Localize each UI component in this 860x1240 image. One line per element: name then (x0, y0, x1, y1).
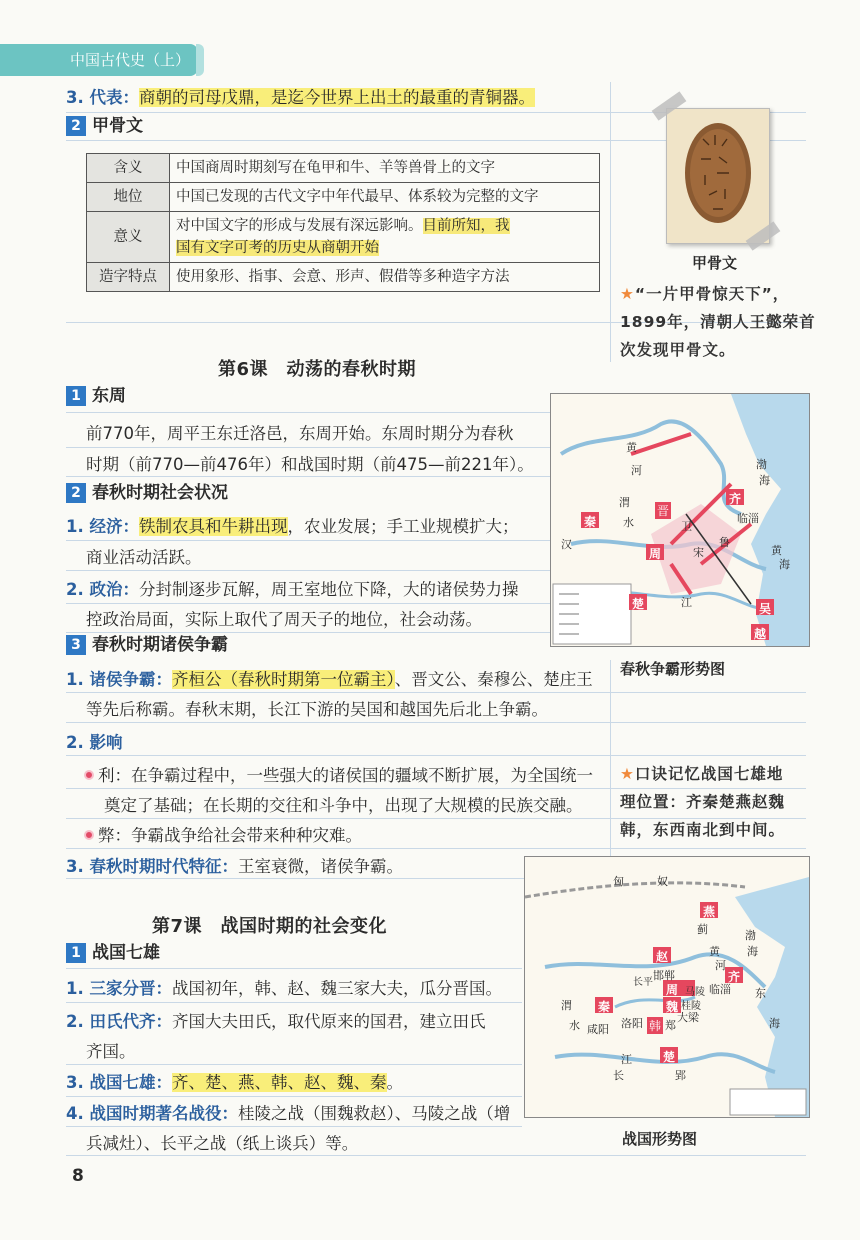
chapter-tab: 中国古代史（上） (0, 44, 198, 76)
page-number: 8 (72, 1166, 84, 1186)
feature-item: 3. 春秋时期时代特征：王室衰微，诸侯争霸。 (66, 857, 403, 876)
section-heading-east-zhou: 1 东周 (66, 385, 126, 407)
section-heading-oracle: 2 甲骨文 (66, 115, 143, 137)
section-heading-spring-autumn-society: 2 春秋时期社会状况 (66, 482, 228, 504)
oracle-side-note: ★“一片甲骨惊天下”， 1899年，清朝人王懿荣首 次发现甲骨文。 (620, 285, 816, 359)
chapter-tab-edge (196, 44, 204, 76)
impact-benefit: 利：在争霸过程中，一些强大的诸侯国的疆域不断扩展，为全国统一 (84, 766, 593, 786)
table-row: 地位 中国已发现的古代文字中年代最早、体系较为完整的文字 (87, 183, 600, 212)
table-row: 造字特点 使用象形、指事、会意、形声、假借等多种造字方法 (87, 263, 600, 292)
economy-item-line2: 商业活动活跃。 (86, 548, 202, 567)
famous-battles-line2: 兵减灶）、长平之战（纸上谈兵）等。 (86, 1134, 359, 1153)
table-row: 意义 对中国文字的形成与发展有深远影响。目前所知，我 国有文字可考的历史从商朝开始 (87, 212, 600, 263)
east-zhou-text-2: 时期（前770—前476年）和战国时期（前475—前221年）。 (86, 455, 534, 474)
impact-harm: 弊：争霸战争给社会带来种种灾难。 (84, 826, 362, 846)
oracle-bone-icon (667, 109, 769, 243)
hegemony-item-line2: 等先后称霸。春秋末期，长江下游的吴国和越国先后北上争霸。 (86, 700, 548, 719)
section-heading-hegemony: 3 春秋时期诸侯争霸 (66, 634, 228, 656)
mnemonic-note: ★口诀记忆战国七雄地 理位置：齐秦楚燕赵魏 韩，东西南北到中间。 (620, 765, 786, 839)
bullet-icon (84, 830, 94, 840)
tian-replaces-qi-line2: 齐国。 (86, 1042, 136, 1061)
oracle-bone-photo (666, 108, 770, 244)
economy-item: 1. 经济：铁制农具和牛耕出现，农业发展；手工业规模扩大； (66, 517, 519, 536)
impact-benefit-line2: 奠定了基础；在长期的交往和斗争中，出现了大规模的民族交融。 (104, 796, 583, 815)
politics-item-line2: 控政治局面，实际上取代了周天子的地位，社会动荡。 (86, 610, 482, 629)
spring-autumn-map-caption: 春秋争霸形势图 (620, 660, 726, 678)
column-divider-mid (610, 660, 611, 860)
bronze-representative: 3. 代表：商朝的司母戊鼎，是迄今世界上出土的最重的青铜器。 (66, 88, 535, 107)
tian-replaces-qi: 2. 田氏代齐：齐国大夫田氏，取代原来的国君，建立田氏 (66, 1012, 486, 1031)
spring-autumn-map: 黄 河 渭 水 渤 海 黄 海 齐 临淄 鲁 晋 卫 秦 周 宋 楚 吴 越 汉 江 (550, 393, 810, 647)
seven-states-list: 3. 战国七雄：齐、楚、燕、韩、赵、魏、秦。 (66, 1073, 403, 1092)
famous-battles: 4. 战国时期著名战役：桂陵之战（围魏救赵）、马陵之战（增 (66, 1104, 511, 1123)
table-row: 含义 中国商周时期刻写在龟甲和牛、羊等兽骨上的文字 (87, 154, 600, 183)
partition-of-jin: 1. 三家分晋：战国初年，韩、赵、魏三家大夫，瓜分晋国。 (66, 979, 502, 998)
warring-states-map: 匈 奴 燕 蓟 赵 邯郸 长平 齐 临淄 马陵 桂陵 魏 大梁 韩 郑 周 洛阳 秦 咸阳 楚 郢 渤 海 东 海 长 江 渭 水 黄 河 (524, 856, 810, 1118)
oracle-definition-table (86, 153, 600, 292)
warring-states-map-caption: 战国形势图 (622, 1130, 698, 1148)
politics-item: 2. 政治：分封制逐步瓦解，周王室地位下降，大的诸侯势力操 (66, 580, 519, 599)
impact-heading: 2. 影响 (66, 733, 123, 752)
bullet-icon (84, 770, 94, 780)
lesson7-title: 第7课 战国时期的社会变化 (152, 916, 388, 937)
lesson6-title: 第6课 动荡的春秋时期 (218, 359, 417, 380)
east-zhou-text-1: 前770年，周平王东迁洛邑，东周开始。东周时期分为春秋 (86, 424, 514, 443)
column-divider-top (610, 82, 611, 362)
oracle-bone-caption: 甲骨文 (692, 254, 738, 272)
section-heading-seven-states: 1 战国七雄 (66, 942, 160, 964)
hegemony-item: 1. 诸侯争霸：齐桓公（春秋时期第一位霸主）、晋文公、秦穆公、楚庄王 (66, 670, 593, 689)
